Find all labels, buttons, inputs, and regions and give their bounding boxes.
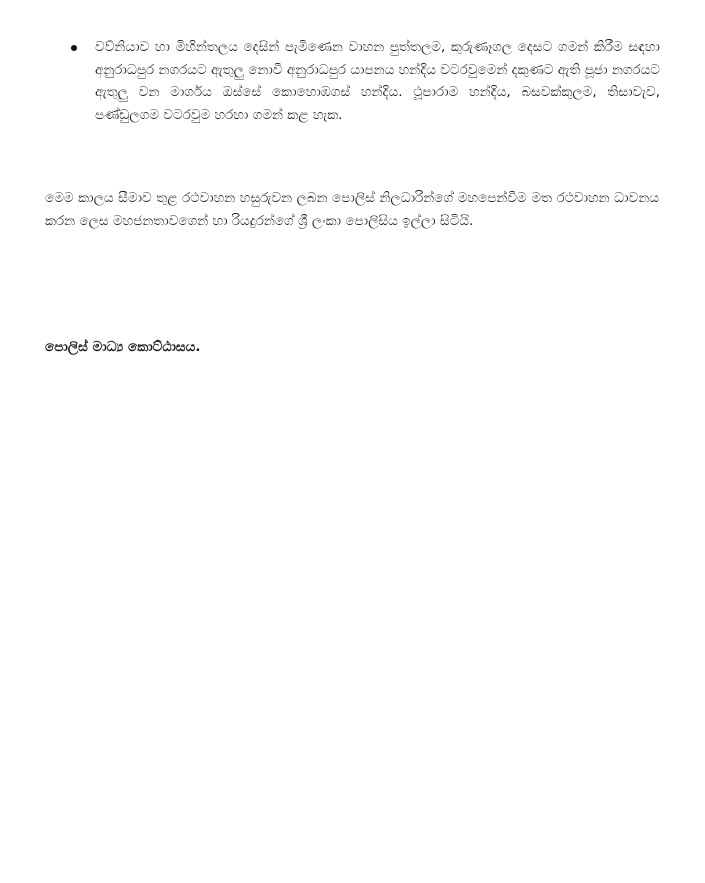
bullet-list [68, 36, 660, 126]
bullet-item [68, 36, 660, 126]
bullet-dot-icon [71, 45, 77, 51]
signature-line: පොලිස් මාධ්‍ය කොට්ඨාසය. [45, 339, 201, 355]
bullet-item-text: වව්නියාව හා මිහින්තලය දෙසින් පැමිණෙන වාහන පුත්තලම, කුරුණෑගල දෙසට ගමන් කිරීම සඳහා අනුරාධපුර නගරයට ඇතුලු නොවී අනුරාධපුර යාපනය හන්දිය වටරවුමෙන් දකුණට ඇති පූජා නගරයට ඇතුලු වන මාර්ගය ඔස්සේ කොහොඹගස් හන්දිය. ථූපාරාම හන්දිය, බසවක්කුලම, තිසාවැව, පණ්ඩුලගම වටරවුම හරහා ගමන් කළ හැක. [95, 39, 660, 123]
body-paragraph: මෙම කාලය සීමාව තුළ රථවාහන හසුරුවන ලබන පොලිස් නිලධාරින්ගේ මහපෙන්වීම මත රථවාහන ධාවනය කරන ලෙස මහජනතාවගෙන් හා රියදුරන්ගේ ශ්‍රී ලංකා පොලිසිය ඉල්ලා සිටියි. [45, 190, 659, 229]
